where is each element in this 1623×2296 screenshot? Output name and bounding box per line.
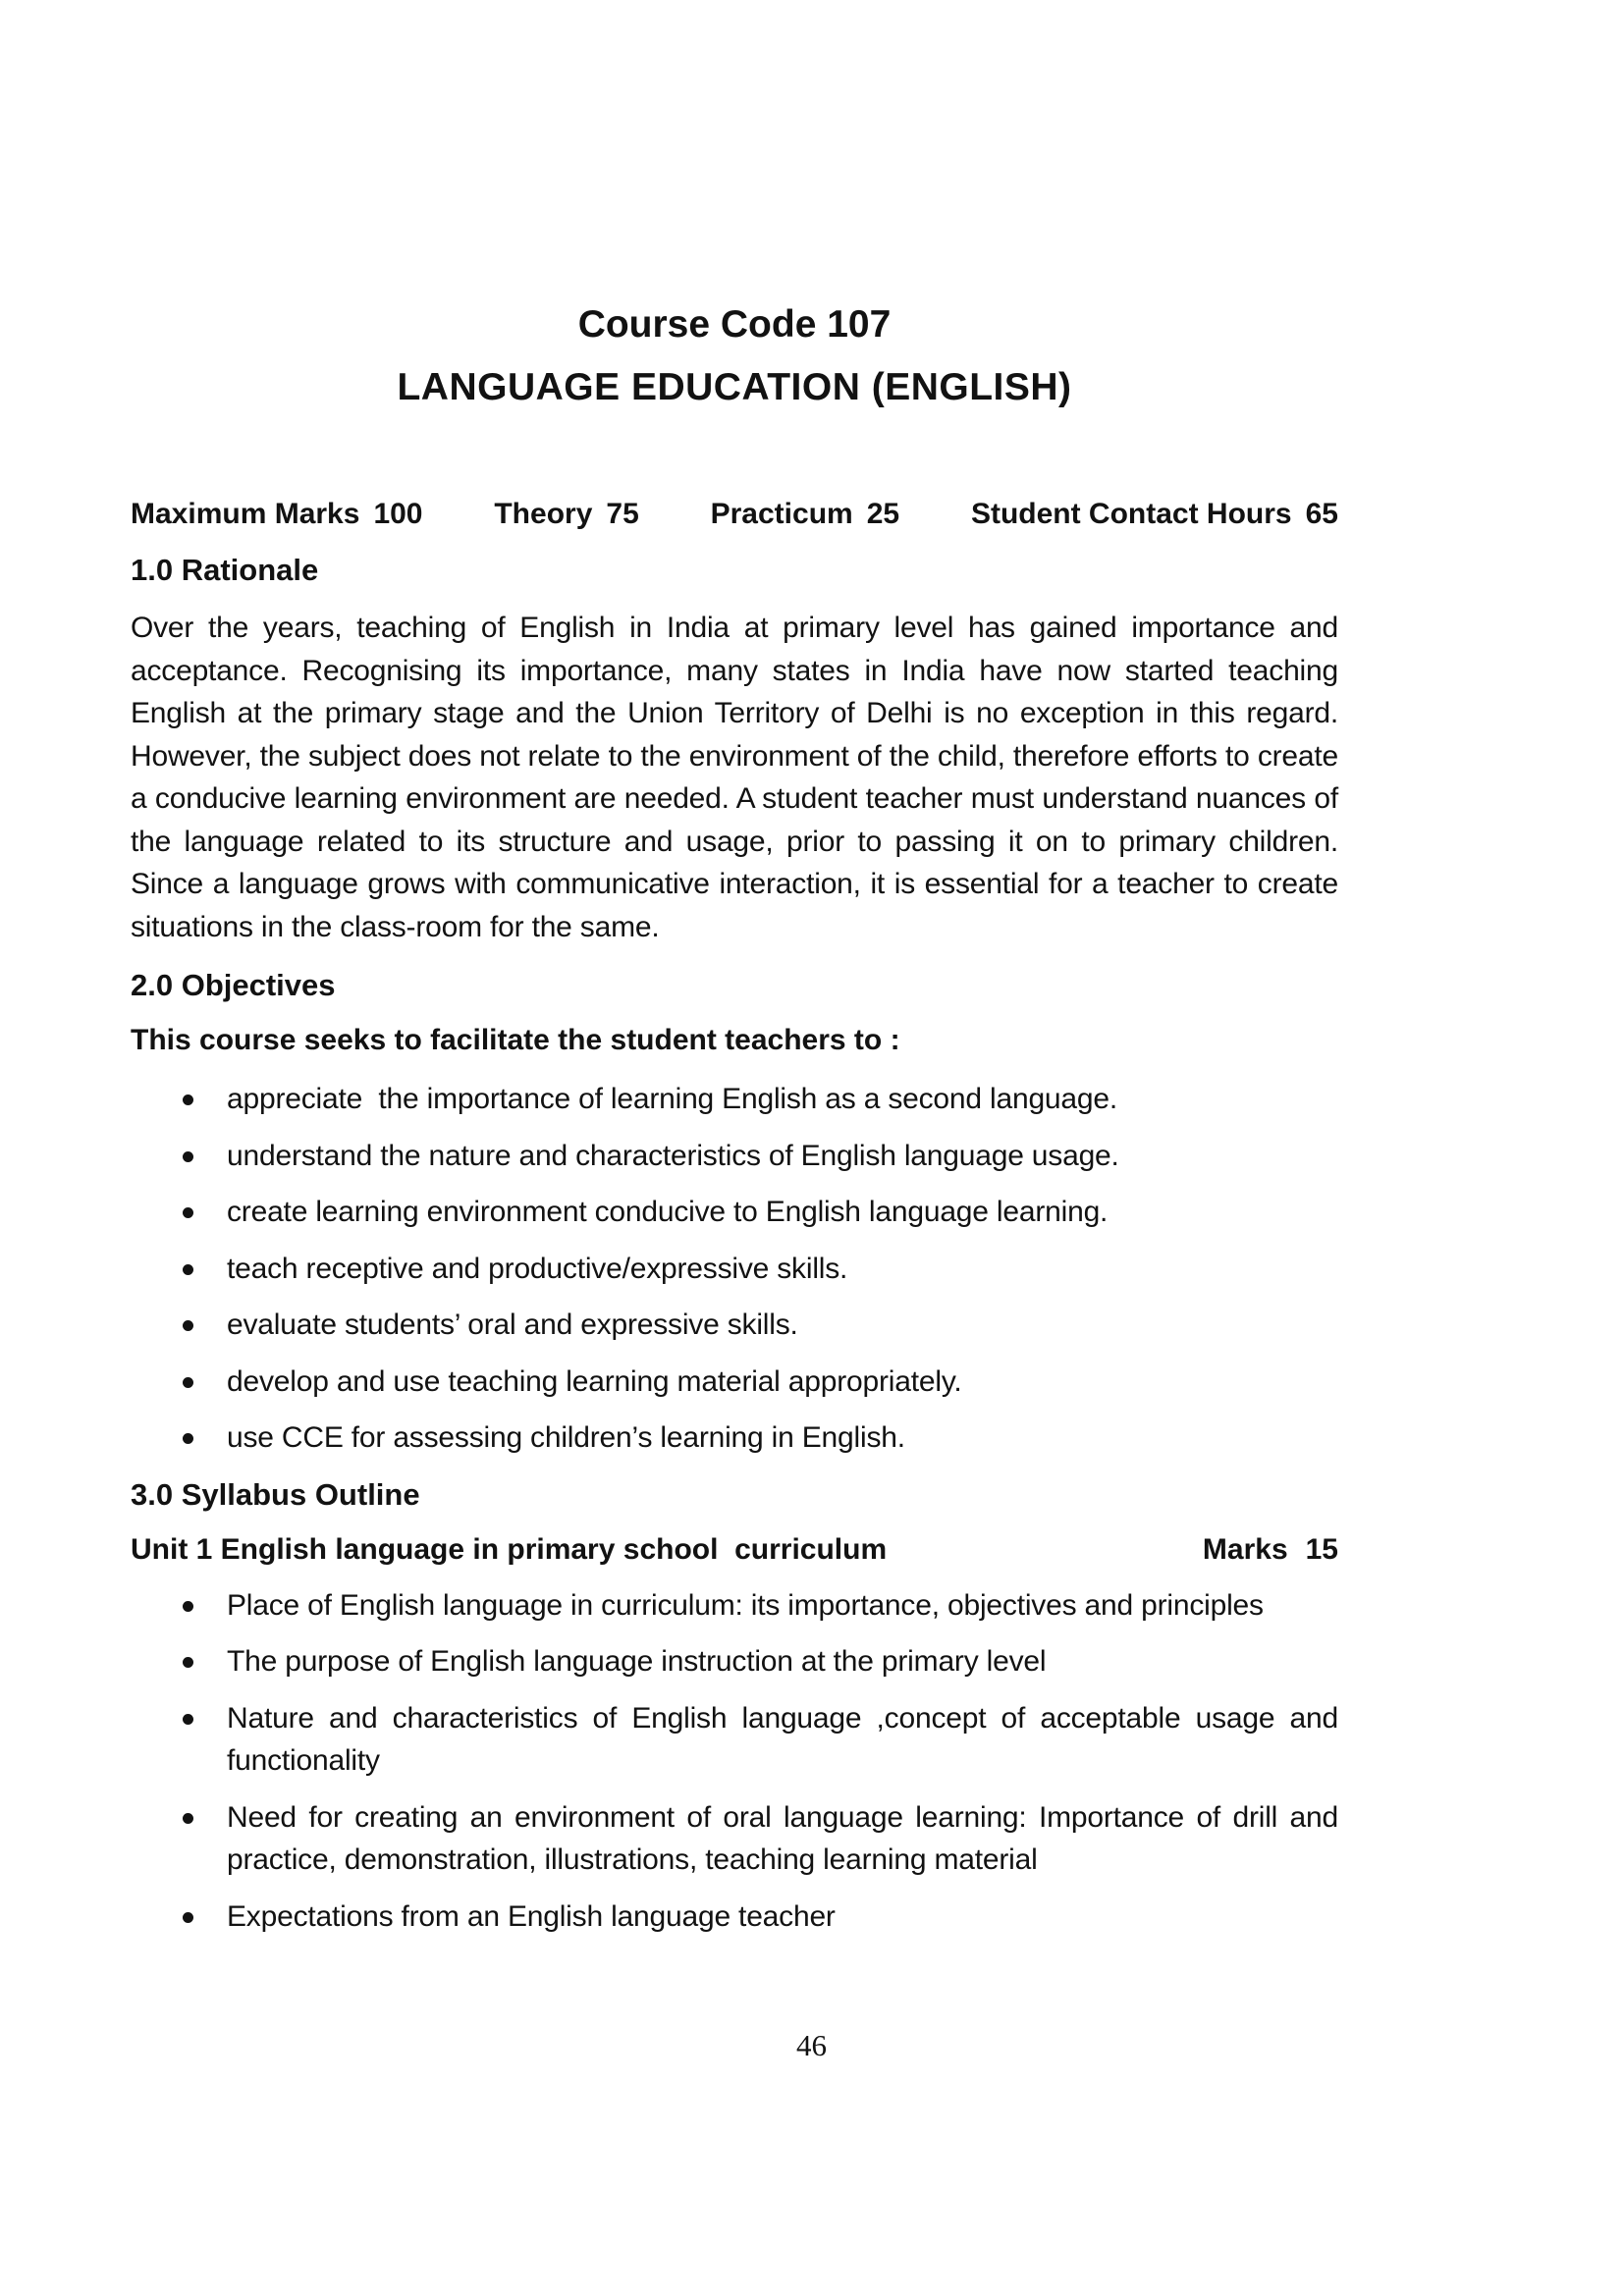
bullet-icon bbox=[183, 1657, 193, 1668]
bullet-icon bbox=[183, 1151, 193, 1162]
contact-hours-label: Student Contact Hours bbox=[970, 498, 1292, 530]
topic-text: Place of English language in curriculum: its importance, objectives and principles bbox=[227, 1588, 1264, 1622]
unit-1-marks-value: 15 bbox=[1305, 1532, 1338, 1566]
theory-marks-label: Theory bbox=[494, 498, 593, 530]
unit-1-marks bbox=[1203, 1528, 1338, 1571]
page-content bbox=[131, 0, 1347, 1951]
unit-1-header-row bbox=[131, 1528, 1338, 1571]
list-item bbox=[131, 1078, 1338, 1121]
list-item bbox=[131, 1416, 1338, 1460]
practicum-marks-value: 25 bbox=[866, 498, 900, 530]
list-item bbox=[131, 1361, 1338, 1404]
bullet-icon bbox=[183, 1264, 193, 1275]
bullet-icon bbox=[183, 1601, 193, 1612]
syllabus-heading: 3.0 Syllabus Outline bbox=[131, 1476, 420, 1512]
bullet-icon bbox=[183, 1320, 193, 1331]
practicum-marks bbox=[711, 493, 899, 535]
rationale-paragraph: Over the years, teaching of English in India at primary level has gained importance and acceptance. Recognising its importance, many states in India have now started teaching English at the primary stage and the Union Territory of Delhi is no exception in this regard. However, the subject does not relate to the environment of the child, therefore efforts to create a conducive learning environment are needed. A student teacher must understand nuances of the language related to its structure and usage, prior to passing it on to primary children. Since a language grows with communicative interaction, it is essential for a teacher to create situations in the class-room for the same. bbox=[131, 612, 1338, 943]
contact-hours bbox=[971, 493, 1338, 535]
bullet-icon bbox=[183, 1912, 193, 1923]
objectives-heading: 2.0 Objectives bbox=[131, 968, 336, 1002]
unit-1-topics-list bbox=[131, 1584, 1347, 1939]
theory-marks-value: 75 bbox=[606, 498, 639, 530]
theory-marks bbox=[494, 493, 638, 535]
objective-text: understand the nature and characteristics of English language usage. bbox=[227, 1139, 1119, 1172]
list-item bbox=[131, 1796, 1347, 1882]
list-item bbox=[131, 1191, 1338, 1234]
list-item bbox=[131, 1304, 1338, 1347]
course-code-title: Course Code 107 bbox=[577, 303, 892, 346]
marks-summary-row bbox=[131, 493, 1338, 535]
objective-text: create learning environment conducive to English language learning. bbox=[227, 1196, 1109, 1228]
objective-text: teach receptive and productive/expressive skills. bbox=[227, 1252, 848, 1285]
bullet-icon bbox=[183, 1207, 193, 1218]
practicum-marks-label: Practicum bbox=[710, 498, 853, 530]
list-item bbox=[131, 1248, 1338, 1291]
unit-1-marks-label: Marks bbox=[1202, 1532, 1288, 1566]
topic-text: Expectations from an English language teacher bbox=[227, 1899, 836, 1933]
list-item bbox=[131, 1584, 1338, 1628]
list-item bbox=[131, 1640, 1338, 1683]
bullet-icon bbox=[183, 1714, 193, 1725]
objective-text: develop and use teaching learning material appropriately. bbox=[227, 1364, 962, 1398]
bullet-icon bbox=[183, 1095, 193, 1105]
course-title: LANGUAGE EDUCATION (ENGLISH) bbox=[397, 366, 1072, 408]
topic-text: Nature and characteristics of English language ,concept of acceptable usage and functionality bbox=[227, 1701, 1347, 1777]
objectives-list bbox=[131, 1078, 1338, 1460]
objective-text: evaluate students’ oral and expressive skills. bbox=[227, 1308, 798, 1341]
maximum-marks-label: Maximum Marks bbox=[131, 498, 360, 530]
list-item bbox=[131, 1135, 1338, 1178]
list-item bbox=[131, 1697, 1347, 1783]
maximum-marks-value: 100 bbox=[373, 498, 423, 530]
topic-text: Need for creating an environment of oral language learning: Importance of drill and practice, demonstration, illustrations, teaching learning material bbox=[227, 1800, 1347, 1876]
bullet-icon bbox=[183, 1813, 193, 1824]
list-item bbox=[131, 1896, 1338, 1939]
topic-text: The purpose of English language instruction at the primary level bbox=[227, 1645, 1047, 1678]
unit-1-title: Unit 1 English language in primary school curriculum bbox=[131, 1532, 888, 1566]
objective-text: appreciate the importance of learning English as a second language. bbox=[227, 1083, 1118, 1115]
objectives-intro: This course seeks to facilitate the student teachers to : bbox=[131, 1024, 900, 1056]
bullet-icon bbox=[183, 1377, 193, 1388]
objective-text: use CCE for assessing children’s learning in English. bbox=[227, 1421, 905, 1454]
contact-hours-value: 65 bbox=[1305, 498, 1338, 530]
bullet-icon bbox=[183, 1433, 193, 1444]
page-number: 46 bbox=[796, 2028, 827, 2062]
maximum-marks bbox=[131, 493, 423, 535]
rationale-heading: 1.0 Rationale bbox=[131, 553, 319, 587]
